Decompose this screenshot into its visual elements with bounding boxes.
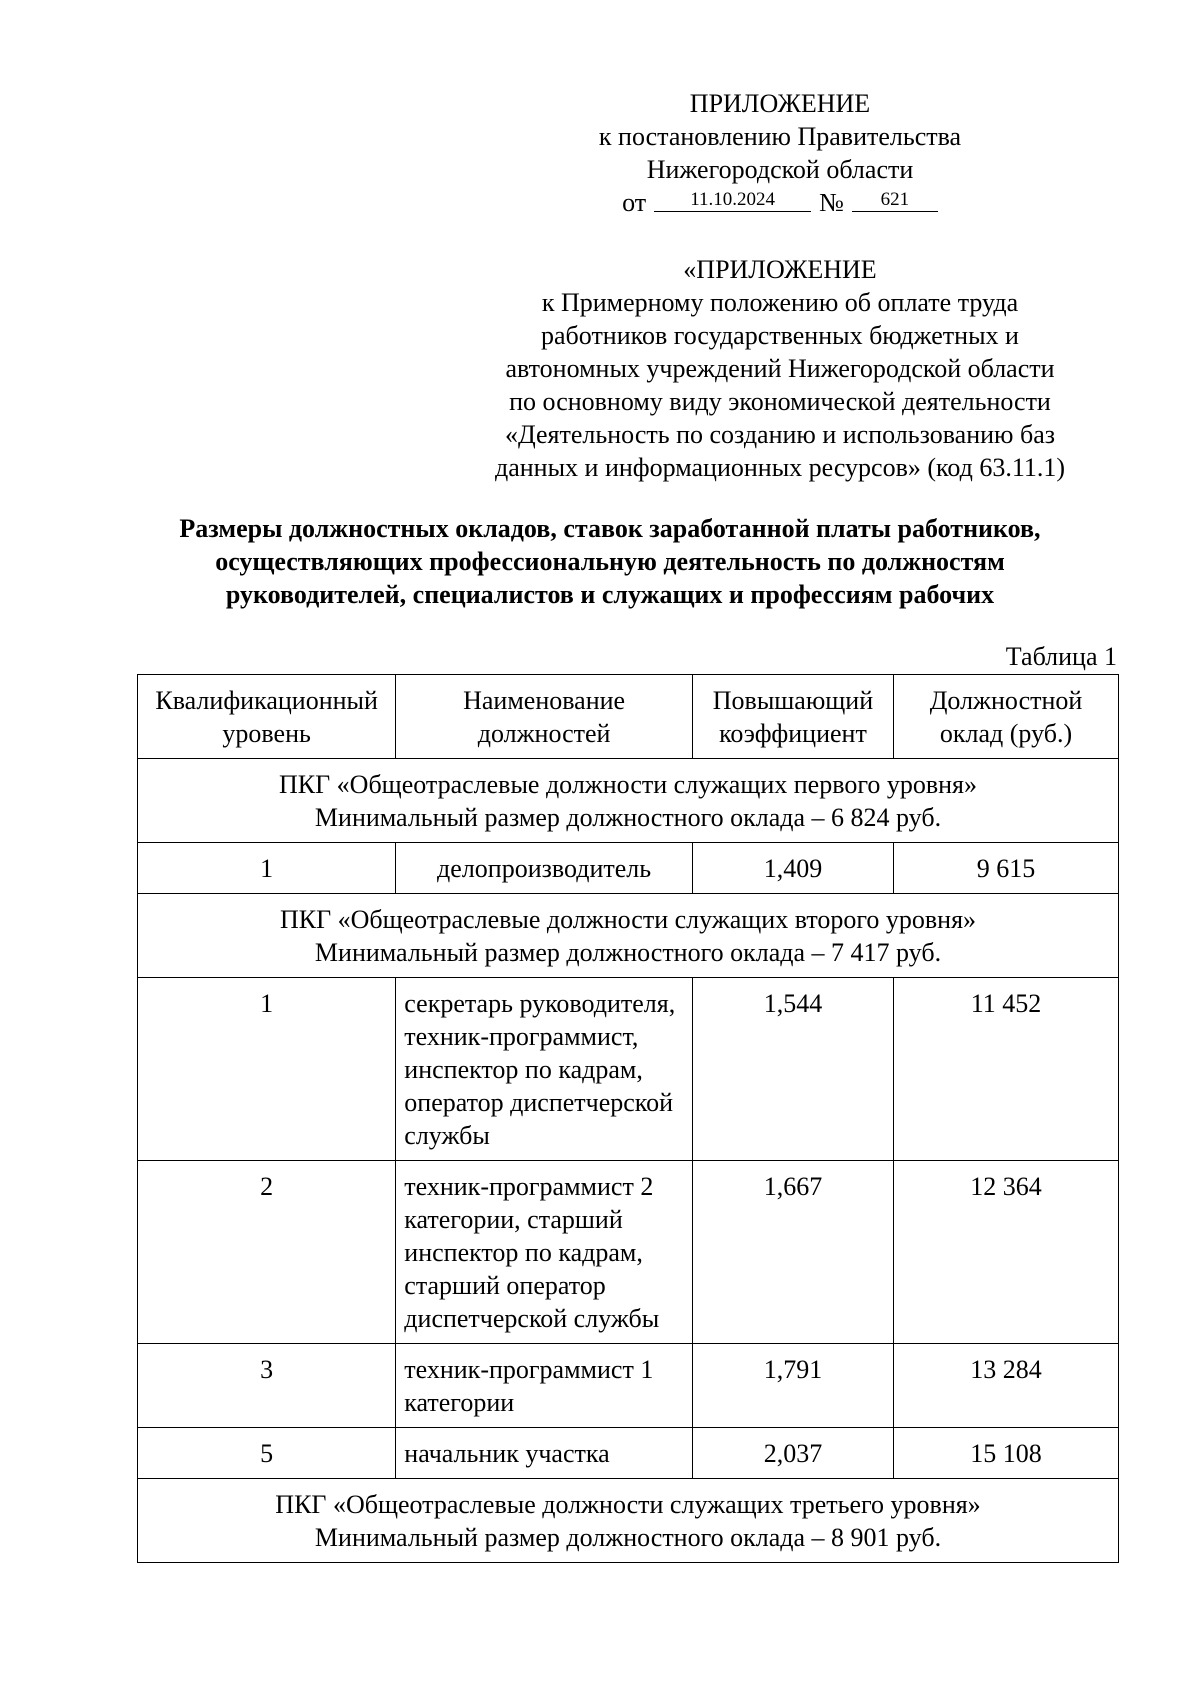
coefficient-cell: 1,544: [692, 978, 893, 1161]
salary-cell: 15 108: [894, 1428, 1119, 1479]
salary-table: [137, 674, 1119, 1563]
coefficient-cell: 1,667: [692, 1161, 893, 1344]
salary-cell: 12 364: [894, 1161, 1119, 1344]
group-cell: [138, 759, 1119, 843]
regulation-line: к Примерному положению об оплате труда: [541, 288, 1019, 317]
resolution-date: 11.10.2024: [654, 189, 811, 212]
coefficient-cell: 2,037: [692, 1428, 893, 1479]
appendix-header: [480, 87, 1080, 219]
header-salary: Должностной оклад (руб.): [894, 675, 1119, 759]
level-cell: 1: [138, 978, 396, 1161]
appendix-title: ПРИЛОЖЕНИЕ: [689, 89, 871, 118]
group-cell: [138, 1479, 1119, 1563]
group-cell: [138, 894, 1119, 978]
resolution-number: 621: [852, 189, 938, 212]
document-title-line: руководителей, специалистов и служащих и профессиям рабочих: [225, 580, 995, 609]
appendix-line-2: Нижегородской области: [646, 155, 914, 184]
regulation-line: работников государственных бюджетных и: [541, 321, 1019, 350]
position-cell: техник-программист 2 категории, старший инспектор по кадрам, старший оператор диспетчерской службы: [396, 1161, 693, 1344]
group-title: ПКГ «Общеотраслевые должности служащих первого уровня»: [279, 770, 977, 799]
appendix-date-line: [622, 186, 938, 219]
position-cell: техник-программист 1 категории: [396, 1344, 693, 1428]
position-cell: начальник участка: [396, 1428, 693, 1479]
coefficient-cell: 1,409: [692, 843, 893, 894]
number-sign: №: [819, 188, 844, 217]
regulation-line: автономных учреждений Нижегородской области: [505, 354, 1055, 383]
document-title: [130, 512, 1090, 611]
group-row: [138, 759, 1119, 843]
level-cell: 5: [138, 1428, 396, 1479]
appendix-line-1: к постановлению Правительства: [598, 122, 962, 151]
document-title-line: Размеры должностных окладов, ставок заработанной платы работников,: [179, 514, 1041, 543]
table-row: [138, 1428, 1119, 1479]
header-coefficient: Повышающий коэффициент: [692, 675, 893, 759]
level-cell: 1: [138, 843, 396, 894]
group-min-salary: Минимальный размер должностного оклада – 8 901 руб.: [314, 1523, 942, 1552]
position-cell: делопроизводитель: [396, 843, 693, 894]
level-cell: 2: [138, 1161, 396, 1344]
group-row: [138, 1479, 1119, 1563]
group-row: [138, 894, 1119, 978]
group-min-salary: Минимальный размер должностного оклада – 7 417 руб.: [314, 938, 942, 967]
level-cell: 3: [138, 1344, 396, 1428]
position-cell: секретарь руководителя, техник-программист, инспектор по кадрам, оператор диспетчерской службы: [396, 978, 693, 1161]
header-qualification-level: Квалификационный уровень: [138, 675, 396, 759]
document-title-line: осуществляющих профессиональную деятельность по должностям: [215, 547, 1005, 576]
table-row: [138, 1161, 1119, 1344]
group-title: ПКГ «Общеотраслевые должности служащих третьего уровня»: [275, 1490, 981, 1519]
table-caption: Таблица 1: [1005, 642, 1117, 671]
table-row: [138, 1344, 1119, 1428]
from-label: от: [622, 188, 647, 217]
regulation-title: «ПРИЛОЖЕНИЕ: [683, 255, 877, 284]
group-title: ПКГ «Общеотраслевые должности служащих второго уровня»: [279, 905, 977, 934]
group-min-salary: Минимальный размер должностного оклада – 6 824 руб.: [314, 803, 942, 832]
table-row: [138, 843, 1119, 894]
table-row: [138, 978, 1119, 1161]
regulation-line: по основному виду экономической деятельности: [509, 387, 1051, 416]
table-header-row: [138, 675, 1119, 759]
salary-cell: 11 452: [894, 978, 1119, 1161]
coefficient-cell: 1,791: [692, 1344, 893, 1428]
salary-cell: 9 615: [894, 843, 1119, 894]
salary-cell: 13 284: [894, 1344, 1119, 1428]
regulation-line: «Деятельность по созданию и использованию баз: [504, 420, 1056, 449]
regulation-line: данных и информационных ресурсов» (код 63.11.1): [494, 453, 1066, 482]
regulation-header: [480, 253, 1080, 484]
header-position-name: Наименование должностей: [396, 675, 693, 759]
